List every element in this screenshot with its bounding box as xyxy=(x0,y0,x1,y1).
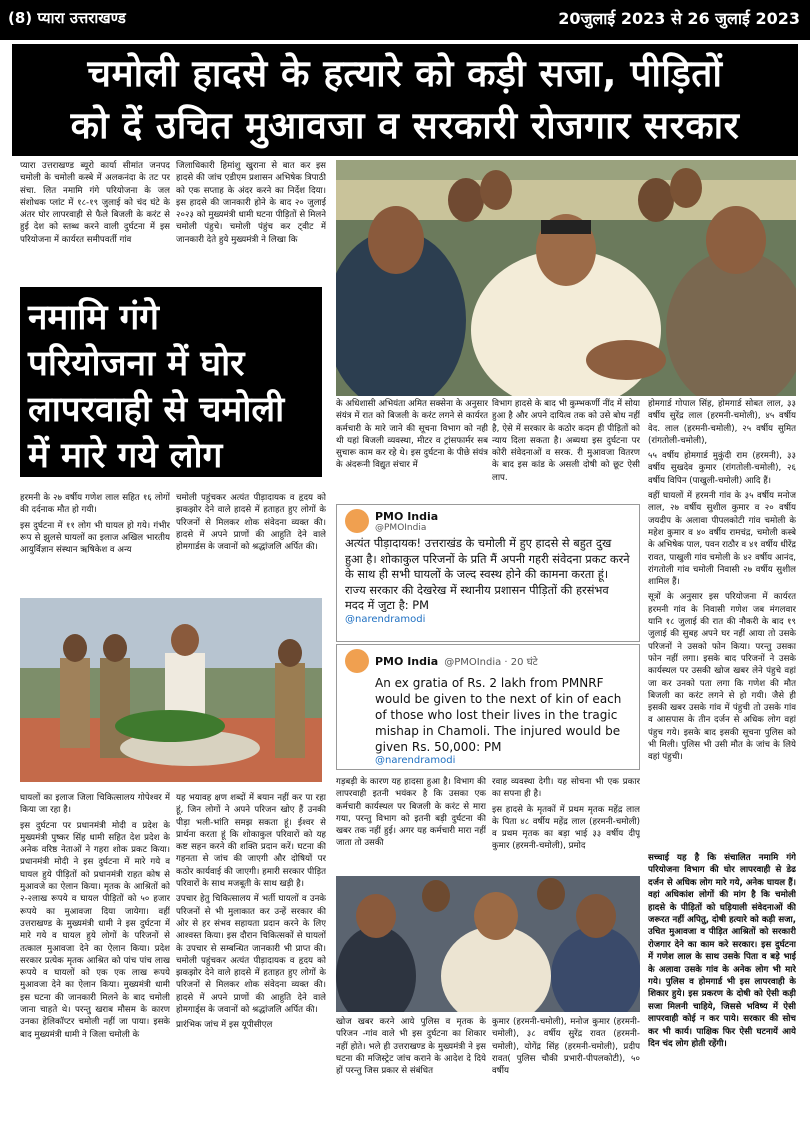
issue-date: 20जुलाई 2023 से 26 जुलाई 2023 xyxy=(558,9,800,28)
tweet-card-english xyxy=(336,644,640,770)
article-lower-col4 xyxy=(492,776,640,872)
sub-headline-line-3: लापरवाही से चमोली xyxy=(28,390,285,430)
sub-headline-line-2: परियोजना में घोर xyxy=(28,344,245,384)
article-col2-continued: चमोली पहुंचकर अत्यंत पीड़ादायक व हृदय को झकझोर देने वाले हादसे में हताहत हुए लोगों के परिजनों से मिलकर शोक संवेदना व्यक्त की। हादसे में अपने प्राणों की आहुति देने वाले होमगार्डस के जवानों को श्रद्धांजलि अर्पित की। xyxy=(176,493,326,553)
paragraph: इस दुर्घटना में ११ लोग भी घायल हो गये। गंभीर रूप से झुलसे घायलों का इलाज अखिल भारतीय आयुर्विज्ञान संस्थान ऋषिकेश व अन्य xyxy=(20,520,170,556)
tweet-body: अत्यंत पीड़ादायक! उत्तराखंड के चमोली में हुए हादसे से बहुत दुख हुआ है। शोकाकुल परिजनों के प्रति मैं अपनी गहरी संवेदना प्रकट करने के साथ ही सभी घायलों के जल्द स्वस्थ होने की कामना करता हूं। राज्य सरकार की देखरेख में स्थानीय प्रशासन पीड़ितों की हरसंभव मदद में जुटा है: PM xyxy=(345,536,630,612)
highlight-quote-box: सच्चाई यह है कि संचालित नमामि गंगे परियोजना विभाग की घोर लापरवाही से डेढ दर्जन से अधिक लोग मारे गये, अनेक घायल हैं। वहां अधिकांश लोगों की मांग है कि चमोली हादसे के पीड़ितों को घड़ियाली संवेदनाओं की जरूरत नहीं अपितु, दोषी हत्यारे को कड़ी सजा, उचित मुआवजा व पीड़ित आश्रितों को सरकारी रोजगार देने का काम करे सरकार। इस दुर्घटना में गणेश लाल के साथ उसके पिता व बड़े भाई के अलावा उसके गांव के अनेक लोग भी मारे गये। पुलिस व होमगार्ड भी इस लापरवाही के शिकार हुये। इस प्रकरण के दोषी को ऐसी कड़ी सजा मिलनी चाहिये, जिससे भविष्य में ऐसी लापरवाही कोई न कर पाये। सरकार की सोच कर भी कार्य। पाक्षिक फिर ऐसी घटनायें आये दिन चंद लोग होती रहेंगी। xyxy=(648,853,796,1050)
sub-headline-line-1: नमामि गंगे xyxy=(28,298,160,338)
avatar xyxy=(345,509,369,533)
photo-illustration xyxy=(20,598,322,782)
sub-headline-box xyxy=(20,287,322,477)
article-col1-continued xyxy=(20,492,170,588)
paragraph: हरमनी के २७ वर्षीय गणेश लाल सहित १६ लोगों की दर्दनाक मौत हो गयी। xyxy=(20,493,170,516)
article-lower-col2 xyxy=(176,792,326,1132)
article-col5-text xyxy=(648,398,796,846)
tweet-card-hindi xyxy=(336,504,640,642)
photo-wreath-ceremony xyxy=(20,598,322,782)
photo-illustration xyxy=(336,160,796,396)
main-headline xyxy=(12,44,798,156)
tweet-author: PMO India xyxy=(375,654,439,668)
article-bottom-col3: खोज खबर करने आये पुलिस व मृतक के परिजन -गांव वाले भी इस दुर्घटना का शिकार नहीं होते। भले ही उत्तराखण्ड के मुख्यमंत्री ने इस घटना की मजिस्ट्रेट जांच कराने के आदेश दे दिये हों परन्तु जिस प्रकार से संबंधित xyxy=(336,1017,486,1077)
tweet-author: PMO India xyxy=(375,509,439,523)
paragraph: होमगार्ड गोपाल सिंह, होमगार्ड सोबत लाल, ३३ वर्षीय सुरेंद्र लाल (हरमनी-चमोली), ४५ वर्षीय वेद. लाल (हरमनी-चमोली), २५ वर्षीय सुमित (रांगतोली-चमोली), xyxy=(648,399,796,446)
article-col4-text: विभाग हादसे के बाद भी कुम्भकर्णी नींद में सोया हुआ है और अपने दायित्व तक को उसे बोध नहीं है, ऐसे में सरकार के कठोर कदम ही पीड़ितों को न्याय दिला सकता है। अब्यथा इस दुर्घटना पर कोरी संवेदनाओं व सरक. री मुआवजा वितरण के बाद इस कांड के असली दोषी को छूट ऐसी लाप. xyxy=(492,399,640,483)
article-lower-col1 xyxy=(20,792,170,1132)
paragraph: यह भयावह क्षण शब्दों में बयान नहीं कर पा रहा हूं, जिन लोगों ने अपने परिजन खोए हैं उनकी पीड़ा भली-भांति समझ सकता हूं। ईश्वर से प्रार्थना करता हूं कि शोकाकुल परिवारों को यह कष्ट सहन करने की शक्ति प्रदान करें। घटना की गहनता से जांच की जाएगी और दोषियों पर कठोर कार्यवाई की जाएगी। हमारी सरकार पीड़ित परिवारों के साथ मजबूती के साथ खड़ी है। xyxy=(176,793,326,890)
tweet-mention: @narendramodi xyxy=(345,613,426,625)
paragraph: प्रारंभिक जांच में इस यूपीसीएल xyxy=(176,1020,273,1031)
article-col1-text: प्यारा उत्तराखण्ड ब्यूरो कार्या सीमांत जनपद चमोली के चमोली कस्बे में अलकनंदा के तट पर संचा. लित नमामि गंगे परियोजना के जल संशोधक प्लांट में १८-१९ जुलाई को चंद घंटे के अंतर घोर लापरवाही से फैले बिजली के करंट से हुई देश को स्तब्ध करने वाली दुर्घटना में इस परियोजना में कार्यरत समीपवर्ती गांव xyxy=(20,161,170,245)
article-col3-text: के अधिशासी अभियंता अमित सक्सेना के अनुसार संयंत्र में रात को बिजली के करंट लगने से कार्यरत कर्मचारी के मारे जाने की सूचना विभाग को नही थी यहां बिजली व्यवस्था, मीटर व ट्रांसफार्मर सब सुचारू काम कर रहे थे। इस दुर्घटना के पीछे संयंत्र के अंदरूनी विद्युत संचार में xyxy=(336,399,488,471)
avatar xyxy=(345,649,369,673)
tweet-header xyxy=(345,509,631,533)
article-col2-text: जिलाधिकारी हिमांशु खुराना से बात कर इस हादसे की जांच एडीएम प्रशासन अभिषेक त्रिपाठी को एक सप्ताह के अंदर करने का निर्देश दिया। इस हादसे की जानकारी होने के बाद २० जुलाई २०२३ को मुख्यमंत्री धामी घटना पीड़ितों से मिलने चमोली पंहुचे। चमोली पंहुंच कर ट्वीट में जानकारी देते हुये मुख्यमंत्री ने लिखा कि xyxy=(176,161,326,245)
page-header-bar xyxy=(0,0,810,40)
article-bottom-col4: कुमार (हरमनी-चमोली), मनोज कुमार (हरमनी-चमोली), ३८ वर्षीय सुरेंद्र रावत (हरमनी-चमोली), योगेंद्र सिंह (हरमनी-चमोली), प्रदीप रावत( पुलिस चौकी प्रभारी-पीपलकोटी), ५० वर्षीय xyxy=(492,1017,640,1077)
paragraph: उपचार हेतु चिकित्सालय में भर्ती घायलों व उनके परिजनों से भी मुलाकात कर उन्हें सरकार की ओर से हर संभव सहायता प्रदान करने के लिए आश्वस्त किया। इस दौरान चिकित्सकों से घायलों के उपचार से सम्बन्धित जानकारी भी प्राप्त की।चमोली पहुंचकर अत्यंत पीड़ादायक व हृदय को झकझोर देने वाले हादसे में हताहत हुए लोगों के परिजनों से मिलकर शोक संवेदना व्यक्त की। हादसे में अपने प्राणों की आहुति देने वाले होमगार्ड्स के जवानों को श्रद्धांजलि अर्पित की। xyxy=(176,894,326,1016)
paragraph: इस हादसे के मृतकों में प्रथम मृतक महेंद्र लाल के पिता ४८ वर्षीय महेंद्र लाल (हरमनी-चमोली) व प्रथम मृतक का बड़ा भाई ३३ वर्षीय दीपू कुमार (हरमनी-चमोली), प्रमोद xyxy=(492,804,640,852)
paragraph: घायलों का इलाज जिला चिकित्सालय गोपेश्वर में किया जा रहा है। xyxy=(20,793,170,816)
headline-line-2: को दें उचित मुआवजा व सरकारी रोजगार सरकार xyxy=(70,104,740,147)
headline-line-1: चमोली हादसे के हत्यारे को कड़ी सजा, पीड़ितों xyxy=(87,52,723,95)
sub-headline-line-4: में मारे गये लोग xyxy=(28,436,223,476)
tweet-handle: @PMOIndia · 20 घंटे xyxy=(444,657,538,668)
paragraph: रवाह व्यवस्था देगी। यह सोचना भी एक प्रकार का सपना ही है। xyxy=(492,777,640,800)
tweet-header xyxy=(345,649,631,673)
photo-cm-hospital-visit xyxy=(336,876,640,1012)
photo-illustration xyxy=(336,876,640,1012)
paragraph: ५५ वर्षीय होमगार्ड मुकुंदी राम (हरमनी), ३३ वर्षीय सुखदेव कुमार (रांगतोली-चमोली), २६ वर्षीय विपिन (पाखुली-चमोली) आदि हैं। xyxy=(648,451,796,486)
page-label: (8) प्यारा उत्तराखण्ड xyxy=(8,9,126,27)
article-lower-col3: गड़बड़ी के कारण यह हादसा हुआ है। विभाग की लापरवाही इतनी भयंकर है कि उसका एक कर्मचारी कार्यस्थल पर बिजली के करंट से मारा गया, परन्तु विभाग को इतनी बड़ी दुर्घटना की खबर तक नहीं हुई। अगर यह कर्मचारी मारा नहीं जाता तो उसकी xyxy=(336,777,486,849)
tweet-mention: @narendramodi xyxy=(375,755,456,766)
paragraph: इस दुर्घटना पर प्रधानमंत्री मोदी व प्रदेश के मुख्यमंत्री पुष्कर सिंह धामी सहित देश प्रदेश के अनेक वरिष्ठ नेताओं ने गहरा शोक प्रकट किया। प्रधानमंत्री मोदी ने इस दुर्घटना में मारे गये व घायल हुये पीड़ितों को प्रधानमंत्री राहत कोष से मुआवजे का ऐलान किया। मृतक के आश्रितों को २-२लाख रूपये व घायल पीड़ितों को ५० हजार रूपये का मुआवजा दिया जायेगा। वहीं उत्तराखण्ड के मुख्यमंत्री धामी ने इस दुर्घटना में मारे गये व घायल हुये लोगों के परिजनों से तत्काल मुआवजा देने का ऐलान किया। प्रदेश सरकार प्रत्येक मृतक आश्रित को पांच पांच लाख रूपये व घायलों को एक एक लाख रूपये मुआवजा देने का ऐलान किया। मुख्यमंत्री धामी इस घटना की जानकारी मिलने के बाद चमोली जाना चाहते थे। परन्तु खराब मौसम के कारण उनका हेलिकॉप्टर चमोली नहीं जा पाया। इसके बाद मुख्यमंत्री धामी ने जिला चमोली के xyxy=(20,820,170,1040)
photo-cm-meeting-victims xyxy=(336,160,796,396)
paragraph: वहीं घायलों में हरमनी गांव के ३५ वर्षीय मनोज लाल, २७ वर्षीय सुशील कुमार व २० वर्षीय जयदीप के अलावा पीपलकोटी गांव चमोली के महेश कुमार व ४० वर्षीय रामचंद्र, चमोली कस्बे के अभिषेक पाल, पवन राठौर व ४१ वर्षीय धीरेंद्र रावत, पाखुली गांव चमोली के ४२ वर्षीय आनंद, रांगतोली गांव चमोली निवासी २७ वर्षीय सुशील शामिल हैं। xyxy=(648,491,796,588)
tweet-handle: @PMOIndia xyxy=(375,522,427,533)
paragraph: सूत्रों के अनुसार इस परियोजना में कार्यरत हरमनी गांव के निवासी गणेश जब मंगलवार यानि १८ जुलाई की रात की नौकरी के बाद १९ जुलाई की सुबह अपने घर नहीं आया तो उसके परिजनों ने उसको फोन किया। परन्तु उसका फोन नहीं लगा। इसके बाद परिजनों ने उसके कार्यस्थल पर उसकी खोज खबर लेने पंहुचे वहां जा कर उनको पता लगा कि गणेश की मौत बिजली का करंट लगने से हो गयी। जैसे ही इसकी खबर उसके गांव में पंहुची तो उसके गांव व आसपास के तीन दर्जन से अधिक लोग वहां पंहुच गये। इसके बाद इसकी सूचना पुलिस को भी मिली। पुलिस भी उसी मौत के जांच के लिये वहां पंहुची। xyxy=(648,592,796,763)
tweet-body: An ex gratia of Rs. 2 lakh from PMNRF would be given to the next of kin of each of those who lost their lives in the tragic mishap in Chamoli. The injured would be given Rs. 50,000: PM xyxy=(375,676,622,754)
